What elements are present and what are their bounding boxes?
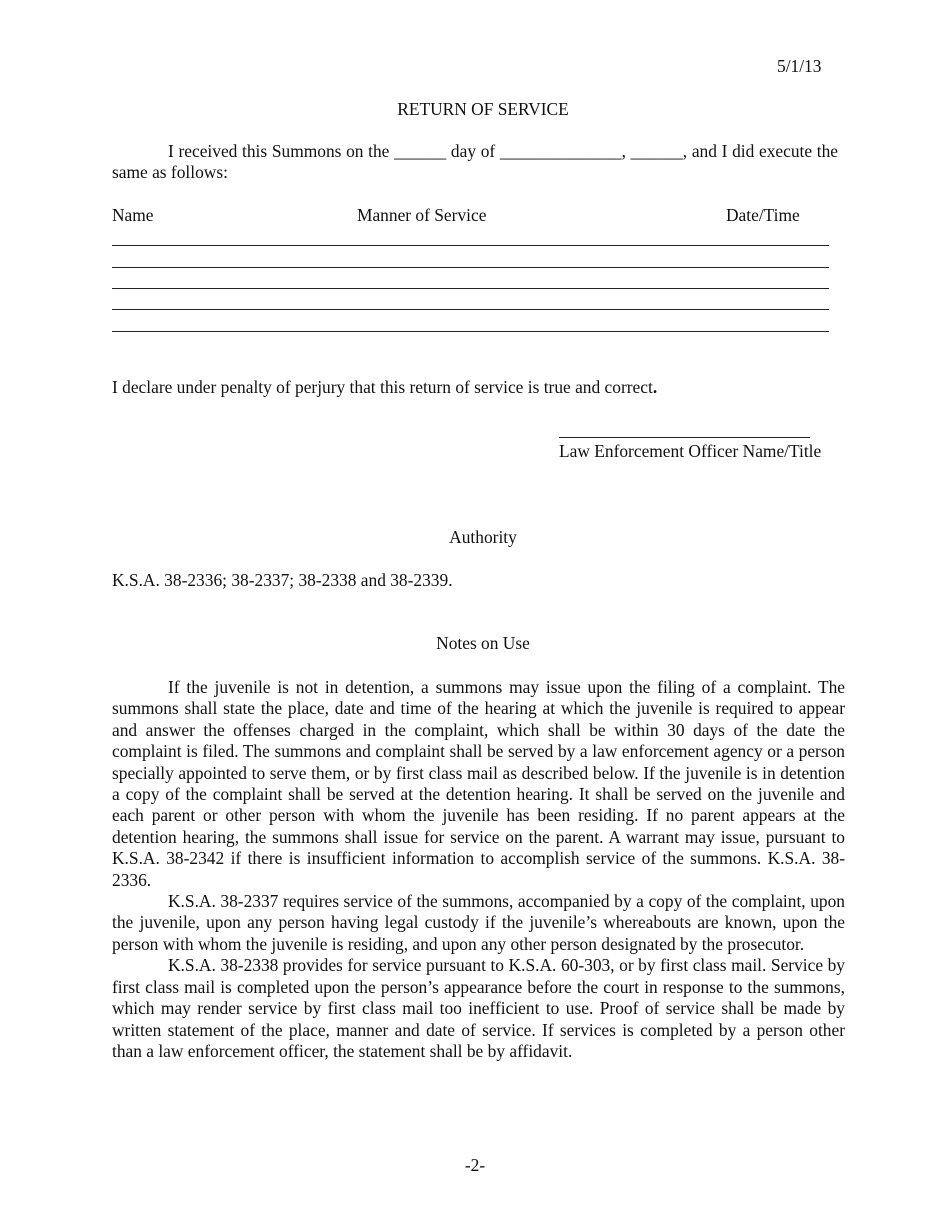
service-entry-line xyxy=(112,331,829,332)
notes-paragraph: K.S.A. 38-2338 provides for service pursuant to K.S.A. 60-303, or by first class mail. Service by first class mail is completed upon the person’s appearance before the court in response to the summons, which may render service by first class mail too inefficient to use. Proof of service shall be made by written statement of the place, manner and date of service. If services is completed by a person other than a law enforcement officer, the statement shall be by affidavit. xyxy=(112,955,845,1061)
column-header-datetime: Date/Time xyxy=(726,205,800,225)
column-header-manner: Manner of Service xyxy=(357,205,487,225)
page-number: -2- xyxy=(464,1155,486,1175)
service-entry-line xyxy=(112,245,829,246)
signature-line xyxy=(559,437,810,438)
notes-body xyxy=(112,677,845,1062)
notes-paragraph: If the juvenile is not in detention, a summons may issue upon the filing of a complaint. The summons shall state the place, date and time of the hearing at which the juvenile is required to appear and answer the offenses charged in the complaint, which shall be within 30 days of the date the complaint is filed. The summons and complaint shall be served by a law enforcement agency or a person specially appointed to serve them, or by first class mail as described below. If the juvenile is in detention a copy of the complaint shall be served at the detention hearing. It shall be served on the juvenile and each parent or other person with whom the juvenile has been residing. If no parent appears at the detention hearing, the summons shall issue for service on the parent. A warrant may issue, pursuant to K.S.A. 38-2342 if there is insufficient information to accomplish service of the summons. K.S.A. 38-2336. xyxy=(112,677,845,890)
service-entry-line xyxy=(112,309,829,310)
signature-label: Law Enforcement Officer Name/Title xyxy=(559,441,822,461)
receipt-statement-text: I received this Summons on the ______ day of ______________, ______, and I did execute the same as follows: xyxy=(112,141,838,183)
perjury-declaration xyxy=(112,377,657,398)
notes-title: Notes on Use xyxy=(436,633,530,653)
perjury-declaration-text: I declare under penalty of perjury that this return of service is true and correct xyxy=(112,377,653,397)
receipt-statement xyxy=(112,141,838,184)
form-date: 5/1/13 xyxy=(777,56,822,76)
notes-paragraph: K.S.A. 38-2337 requires service of the summons, accompanied by a copy of the complaint, upon the juvenile, upon any person having legal custody if the juvenile’s whereabouts are known, upon the person with whom the juvenile is residing, and upon any other person designated by the prosecutor. xyxy=(112,891,845,954)
service-entry-line xyxy=(112,288,829,289)
return-of-service-title: RETURN OF SERVICE xyxy=(397,99,569,119)
authority-title: Authority xyxy=(449,527,517,547)
authority-citation: K.S.A. 38-2336; 38-2337; 38-2338 and 38-2339. xyxy=(112,570,453,590)
column-header-name: Name xyxy=(112,205,154,225)
service-entry-line xyxy=(112,267,829,268)
perjury-declaration-period: . xyxy=(652,377,658,397)
